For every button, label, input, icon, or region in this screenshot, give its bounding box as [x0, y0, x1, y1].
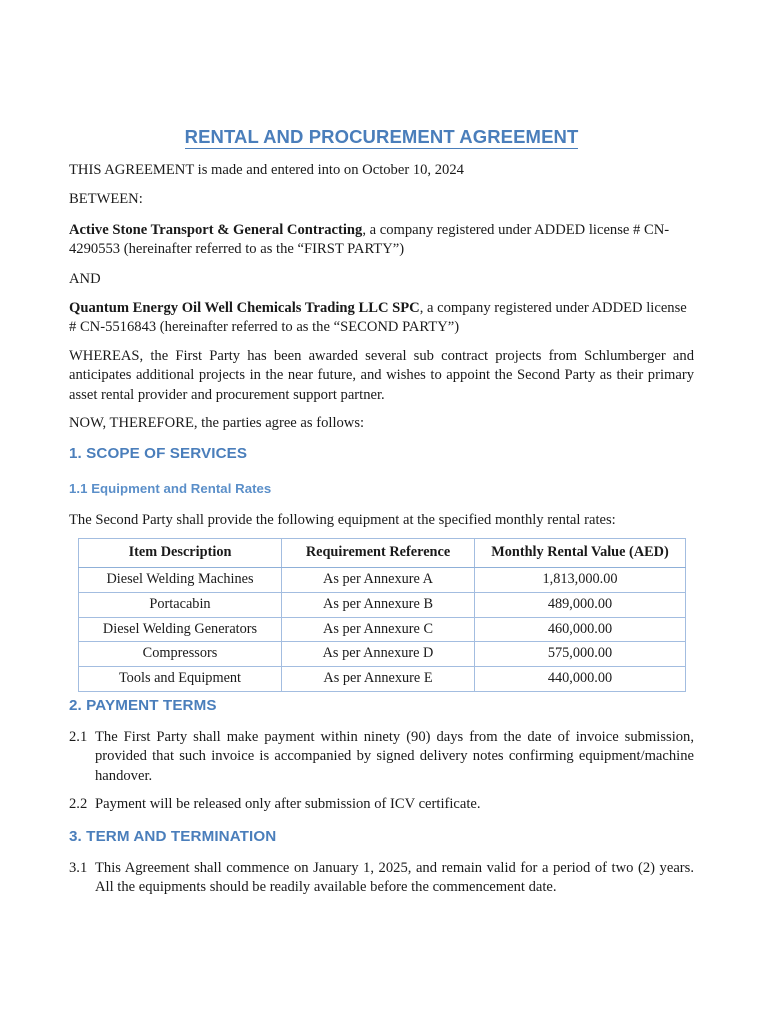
clause-2-2-number: 2.2: [69, 796, 88, 812]
column-header-value: Monthly Rental Value (AED): [475, 539, 686, 568]
section-heading-payment: 2. PAYMENT TERMS: [69, 697, 217, 714]
cell-reference: As per Annexure D: [282, 642, 475, 667]
second-party-paragraph: [69, 299, 694, 338]
between-label-block: [69, 190, 694, 209]
and-label-block: [69, 270, 694, 289]
clause-2-1-text: The First Party shall make payment within ninety (90) days from the date of invoice submission, provided that such invoice is accompanied by signed delivery notes confirming equipment/machine handover.: [95, 729, 694, 784]
scope-subheading-block: [69, 481, 694, 497]
rates-table-block: [78, 538, 703, 692]
whereas-block: [69, 347, 694, 405]
intro-paragraph-block: [69, 161, 694, 180]
cell-value: 1,813,000.00: [475, 567, 686, 592]
clause-3-1: [69, 859, 694, 898]
column-header-reference: Requirement Reference: [282, 539, 475, 568]
column-header-item: Item Description: [79, 539, 282, 568]
cell-value: 575,000.00: [475, 642, 686, 667]
clause-2-2: [69, 795, 694, 814]
cell-reference: As per Annexure C: [282, 617, 475, 642]
now-therefore-paragraph: NOW, THEREFORE, the parties agree as follows:: [69, 415, 365, 431]
table-row: [79, 567, 686, 592]
payment-heading-block: [69, 697, 694, 715]
scope-lead-in: The Second Party shall provide the following equipment at the specified monthly rental rates:: [69, 512, 616, 528]
cell-reference: As per Annexure B: [282, 592, 475, 617]
clause-2-1-number: 2.1: [69, 729, 88, 745]
rates-table-body: [79, 567, 686, 691]
cell-item: Diesel Welding Machines: [79, 567, 282, 592]
first-party-paragraph: [69, 221, 694, 260]
clause-2-1-block: [69, 728, 694, 786]
section-heading-term: 3. TERM AND TERMINATION: [69, 828, 277, 845]
cell-item: Portacabin: [79, 592, 282, 617]
second-party-details: , a company registered under ADDED license # CN-5516843 (hereinafter referred to as the “SECOND PARTY”): [69, 300, 687, 336]
page-title: [69, 126, 694, 148]
whereas-paragraph: WHEREAS, the First Party has been awarded several sub contract projects from Schlumberger and anticipates additional projects in the near future, and wishes to appoint the Second Party as their primary asset rental provider and procurement support partner.: [69, 348, 694, 403]
now-therefore-block: [69, 414, 694, 433]
table-row: [79, 617, 686, 642]
cell-value: 489,000.00: [475, 592, 686, 617]
clause-2-2-text: Payment will be released only after submission of ICV certificate.: [95, 796, 481, 812]
and-label: AND: [69, 271, 101, 287]
scope-heading-block: [69, 445, 694, 463]
between-label: BETWEEN:: [69, 191, 143, 207]
clause-2-2-block: [69, 795, 694, 814]
clause-2-1: [69, 728, 694, 786]
section-heading-scope: 1. SCOPE OF SERVICES: [69, 445, 248, 462]
first-party-block: [69, 221, 694, 260]
rates-table: [78, 538, 686, 692]
second-party-block: [69, 299, 694, 338]
intro-paragraph: THIS AGREEMENT is made and entered into on October 10, 2024: [69, 162, 464, 178]
clause-3-1-text: This Agreement shall commence on January 1, 2025, and remain valid for a period of two (2) years. All the equipments should be readily available before the commencement date.: [95, 860, 694, 896]
clause-3-1-number: 3.1: [69, 860, 88, 876]
cell-item: Tools and Equipment: [79, 667, 282, 692]
first-party-details: , a company registered under ADDED license # CN-4290553 (hereinafter referred to as the “FIRST PARTY”): [69, 222, 670, 258]
cell-item: Diesel Welding Generators: [79, 617, 282, 642]
cell-value: 440,000.00: [475, 667, 686, 692]
table-row: [79, 667, 686, 692]
cell-item: Compressors: [79, 642, 282, 667]
section-subheading-equipment-rates: 1.1 Equipment and Rental Rates: [69, 481, 272, 496]
table-row: [79, 642, 686, 667]
first-party-name: Active Stone Transport & General Contracting: [69, 222, 363, 238]
clause-3-1-block: [69, 859, 694, 898]
table-row: [79, 592, 686, 617]
term-heading-block: [69, 828, 694, 846]
cell-value: 460,000.00: [475, 617, 686, 642]
scope-leadin-block: [69, 511, 694, 530]
page-title-text: RENTAL AND PROCUREMENT AGREEMENT: [184, 126, 579, 147]
cell-reference: As per Annexure E: [282, 667, 475, 692]
second-party-name: Quantum Energy Oil Well Chemicals Trading LLC SPC: [69, 300, 420, 316]
cell-reference: As per Annexure A: [282, 567, 475, 592]
table-header-row: [79, 539, 686, 568]
